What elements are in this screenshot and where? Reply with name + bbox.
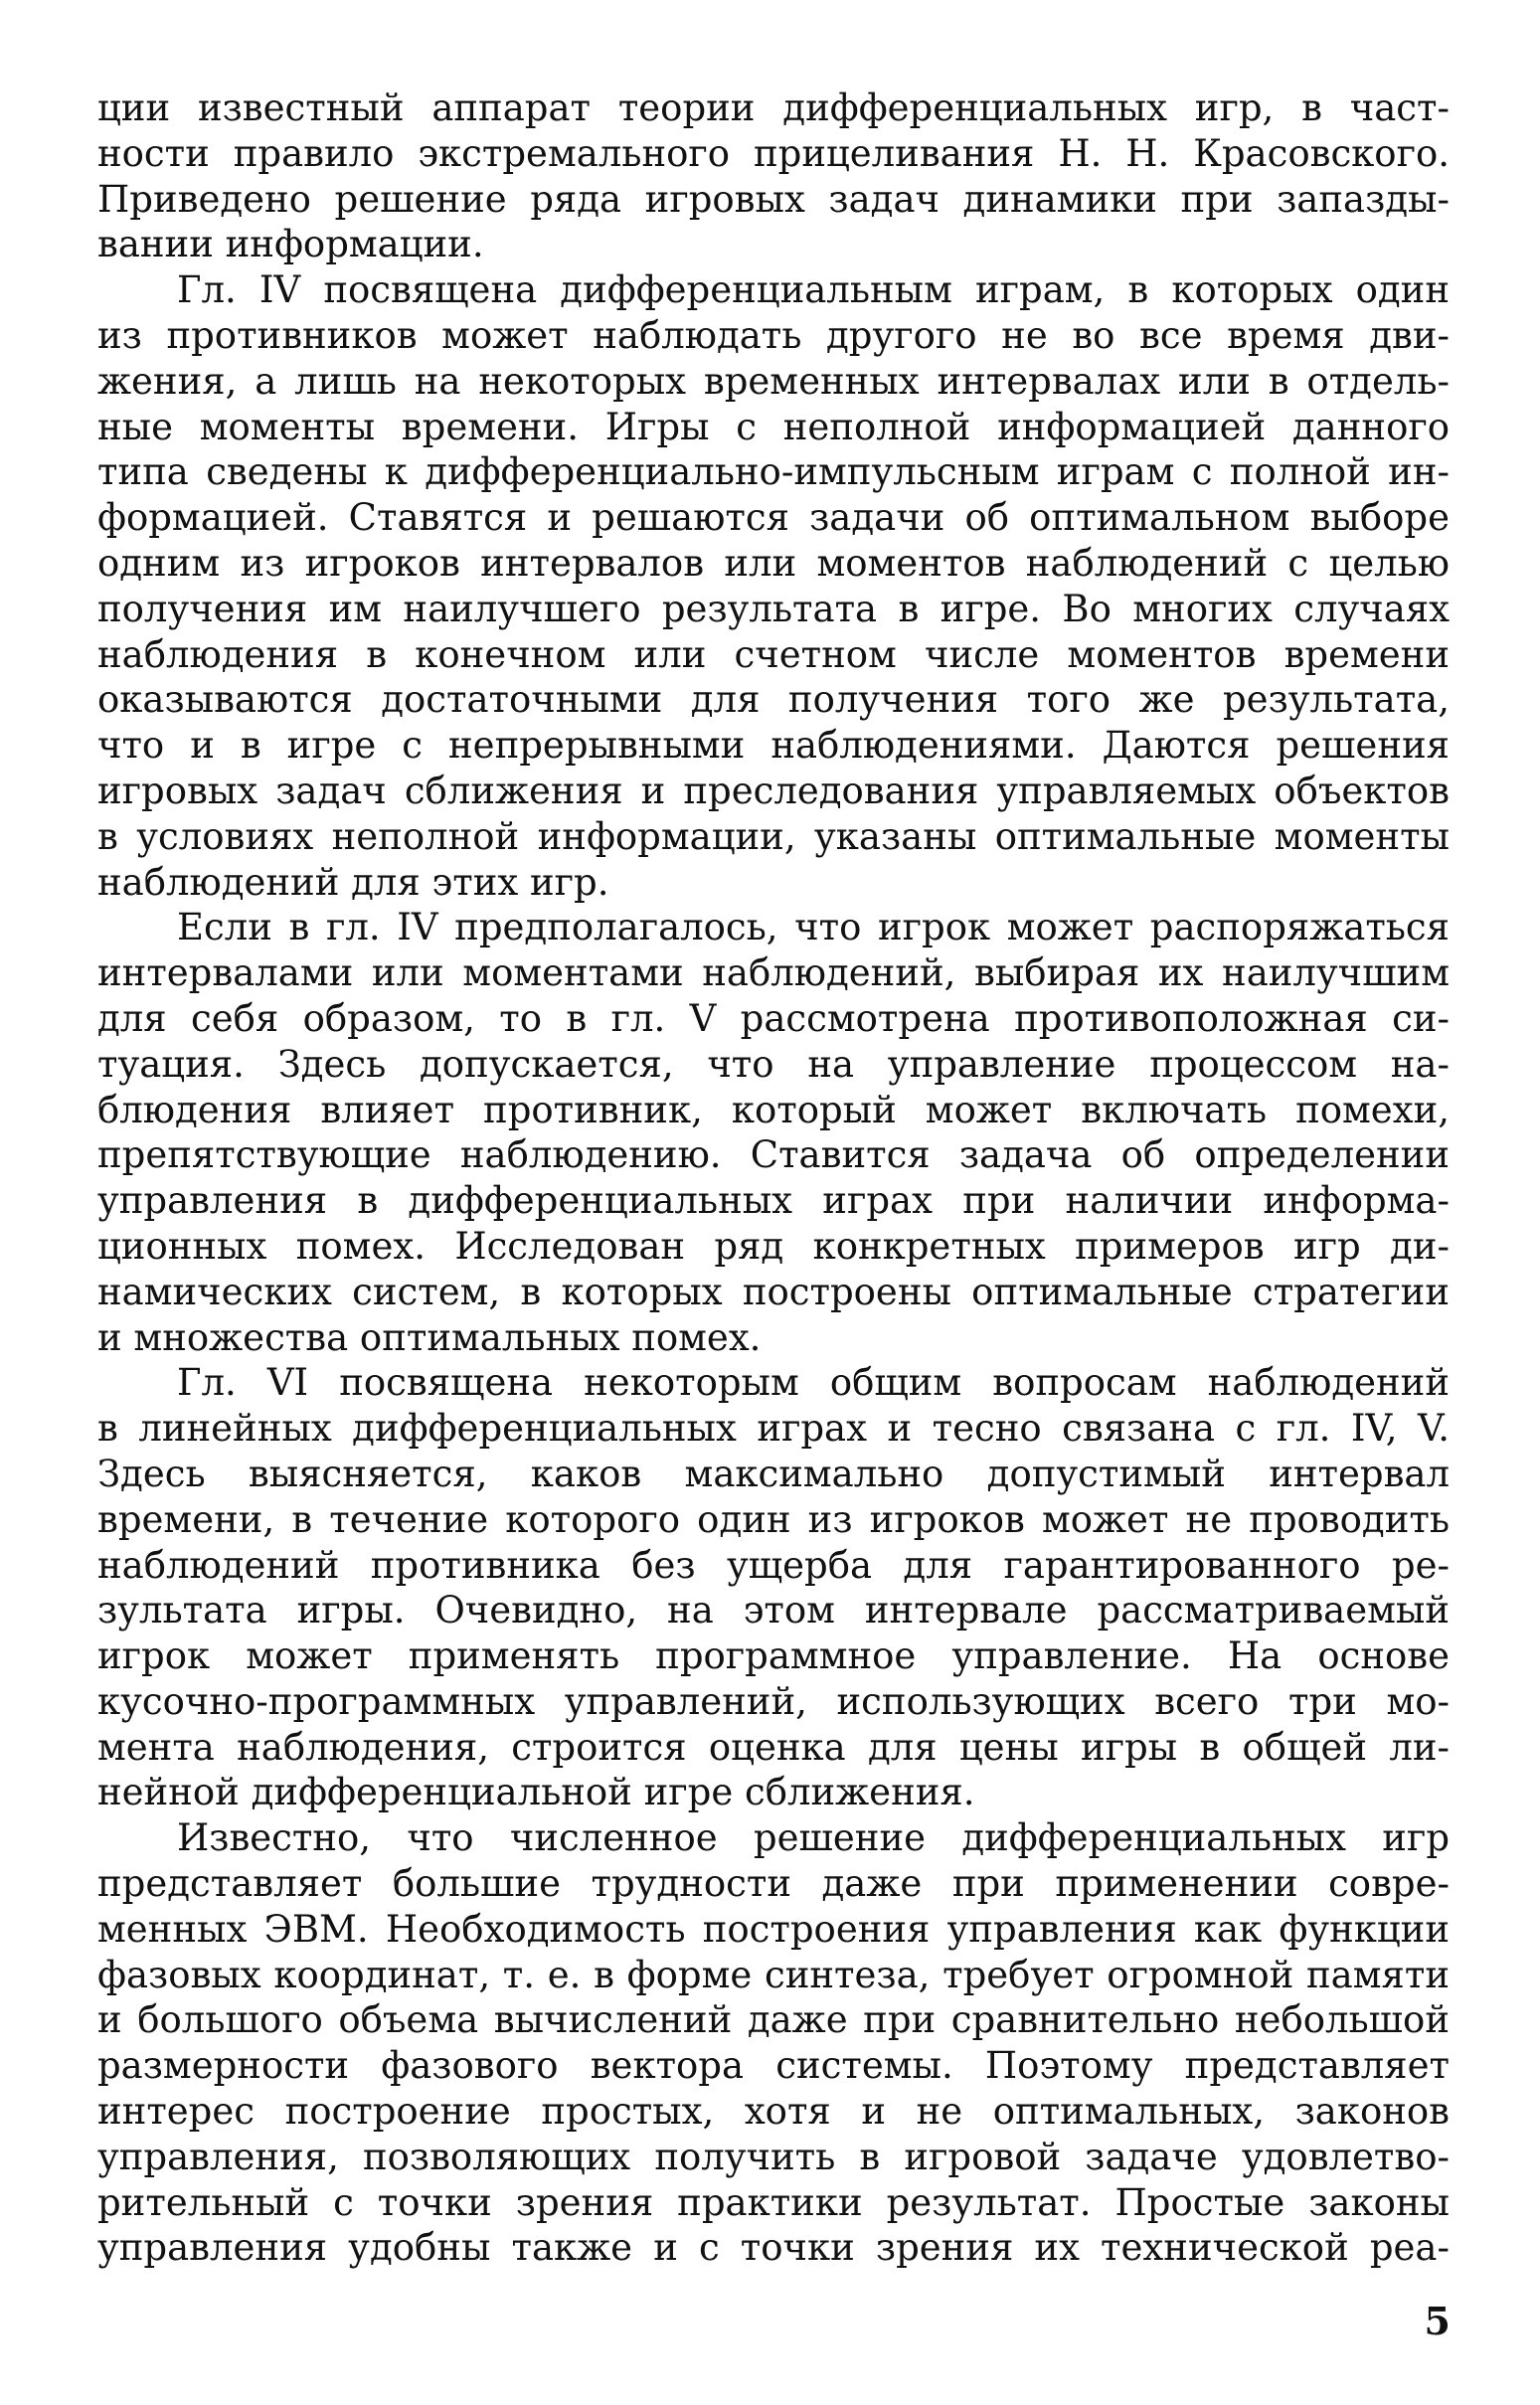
text-line: для себя образом, то в гл. V рассмотрена противоположная си- xyxy=(97,996,1450,1040)
text-line: намических систем, в которых построены оптимальные стратегии xyxy=(97,1270,1450,1313)
text-line: Гл. VI посвящена некоторым общим вопросам наблюдений xyxy=(177,1361,1450,1405)
paragraph-2 xyxy=(97,267,1450,905)
text-line: рительный с точки зрения практики результат. Простые законы xyxy=(97,2180,1450,2224)
text-line: ные моменты времени. Игры с неполной информацией данного xyxy=(97,405,1450,448)
text-line: Гл. IV посвящена дифференциальным играм, в которых один xyxy=(177,268,1450,312)
text-line: формацией. Ставятся и решаются задачи об оптимальном выборе xyxy=(97,496,1450,540)
text-line: Известно, что численное решение дифференциальных игр xyxy=(177,1816,1450,1860)
text-line: наблюдения в конечном или счетном числе моментов времени xyxy=(97,632,1450,676)
text-line: зультата игры. Очевидно, на этом интервале рассматриваемый xyxy=(97,1589,1450,1632)
text-line: Если в гл. IV предполагалось, что игрок может распоряжаться xyxy=(177,906,1450,949)
text-line: наблюдений противника без ущерба для гарантированного ре- xyxy=(97,1543,1450,1587)
text-line: Здесь выясняется, каков максимально допустимый интервал xyxy=(97,1452,1450,1495)
text-line: туация. Здесь допускается, что на управление процессом на- xyxy=(97,1042,1450,1086)
text-line: наблюдений для этих игр. xyxy=(97,860,609,904)
text-line: интерес построение простых, хотя и не оптимальных, законов xyxy=(97,2090,1450,2134)
text-line: ции известный аппарат теории дифференциальных игр, в част- xyxy=(97,86,1450,129)
text-line: вании информации. xyxy=(97,223,484,266)
text-line: одним из игроков интервалов или моментов наблюдений с целью xyxy=(97,541,1450,585)
text-line: времени, в течение которого один из игроков может не проводить xyxy=(97,1497,1450,1541)
text-line: из противников может наблюдать другого не во все время дви- xyxy=(97,313,1450,357)
text-line: получения им наилучшего результата в игре. Во многих случаях xyxy=(97,587,1450,630)
text-line: управления удобны также и с точки зрения их технической реа- xyxy=(97,2226,1450,2270)
text-line: жения, а лишь на некоторых временных интервалах или в отдель- xyxy=(97,359,1450,403)
text-line: игрок может применять программное управление. На основе xyxy=(97,1634,1450,1678)
text-line: ности правило экстремального прицеливания Н. Н. Красовского. xyxy=(97,131,1450,175)
text-line: интервалами или моментами наблюдений, выбирая их наилучшим xyxy=(97,951,1450,995)
text-line: игровых задач сближения и преследования управляемых объектов xyxy=(97,769,1450,812)
text-line: и множества оптимальных помех. xyxy=(97,1315,762,1359)
text-line: мента наблюдения, строится оценка для цены игры в общей ли- xyxy=(97,1725,1450,1769)
text-line: и большого объема вычислений даже при сравнительно небольшой xyxy=(97,1998,1450,2042)
text-line: менных ЭВМ. Необходимость построения управления как функции xyxy=(97,1907,1450,1951)
page-body xyxy=(97,86,1450,2271)
text-line: ционных помех. Исследован ряд конкретных примеров игр ди- xyxy=(97,1224,1450,1268)
text-line: нейной дифференциальной игре сближения. xyxy=(97,1771,975,1814)
text-line: в условиях неполной информации, указаны оптимальные моменты xyxy=(97,814,1450,858)
text-line: кусочно-программных управлений, использующих всего три мо- xyxy=(97,1679,1450,1723)
text-line: препятствующие наблюдению. Ставится задача об определении xyxy=(97,1133,1450,1177)
text-line: размерности фазового вектора системы. Поэтому представляет xyxy=(97,2044,1450,2088)
text-line: управления в дифференциальных играх при наличии информа- xyxy=(97,1179,1450,1223)
text-line: типа сведены к дифференциально-импульсным играм с полной ин- xyxy=(97,450,1450,494)
text-line: Приведено решение ряда игровых задач динамики при запазды- xyxy=(97,177,1450,221)
text-line: фазовых координат, т. е. в форме синтеза, требует огромной памяти xyxy=(97,1953,1450,1996)
text-line: что и в игре с непрерывными наблюдениями. Даются решения xyxy=(97,724,1450,768)
text-line: управления, позволяющих получить в игровой задаче удовлетво- xyxy=(97,2135,1450,2178)
text-line: оказываются достаточными для получения того же результата, xyxy=(97,678,1450,722)
text-line: представляет большие трудности даже при применении совре- xyxy=(97,1862,1450,1906)
paragraph-1 xyxy=(97,86,1450,267)
paragraph-3 xyxy=(97,905,1450,1360)
page-number: 5 xyxy=(1424,2299,1451,2343)
paragraph-4 xyxy=(97,1360,1450,1815)
text-line: блюдения влияет противник, который может включать помехи, xyxy=(97,1088,1450,1131)
text-line: в линейных дифференциальных играх и тесно связана с гл. IV, V. xyxy=(97,1407,1450,1451)
paragraph-5 xyxy=(97,1815,1450,2271)
